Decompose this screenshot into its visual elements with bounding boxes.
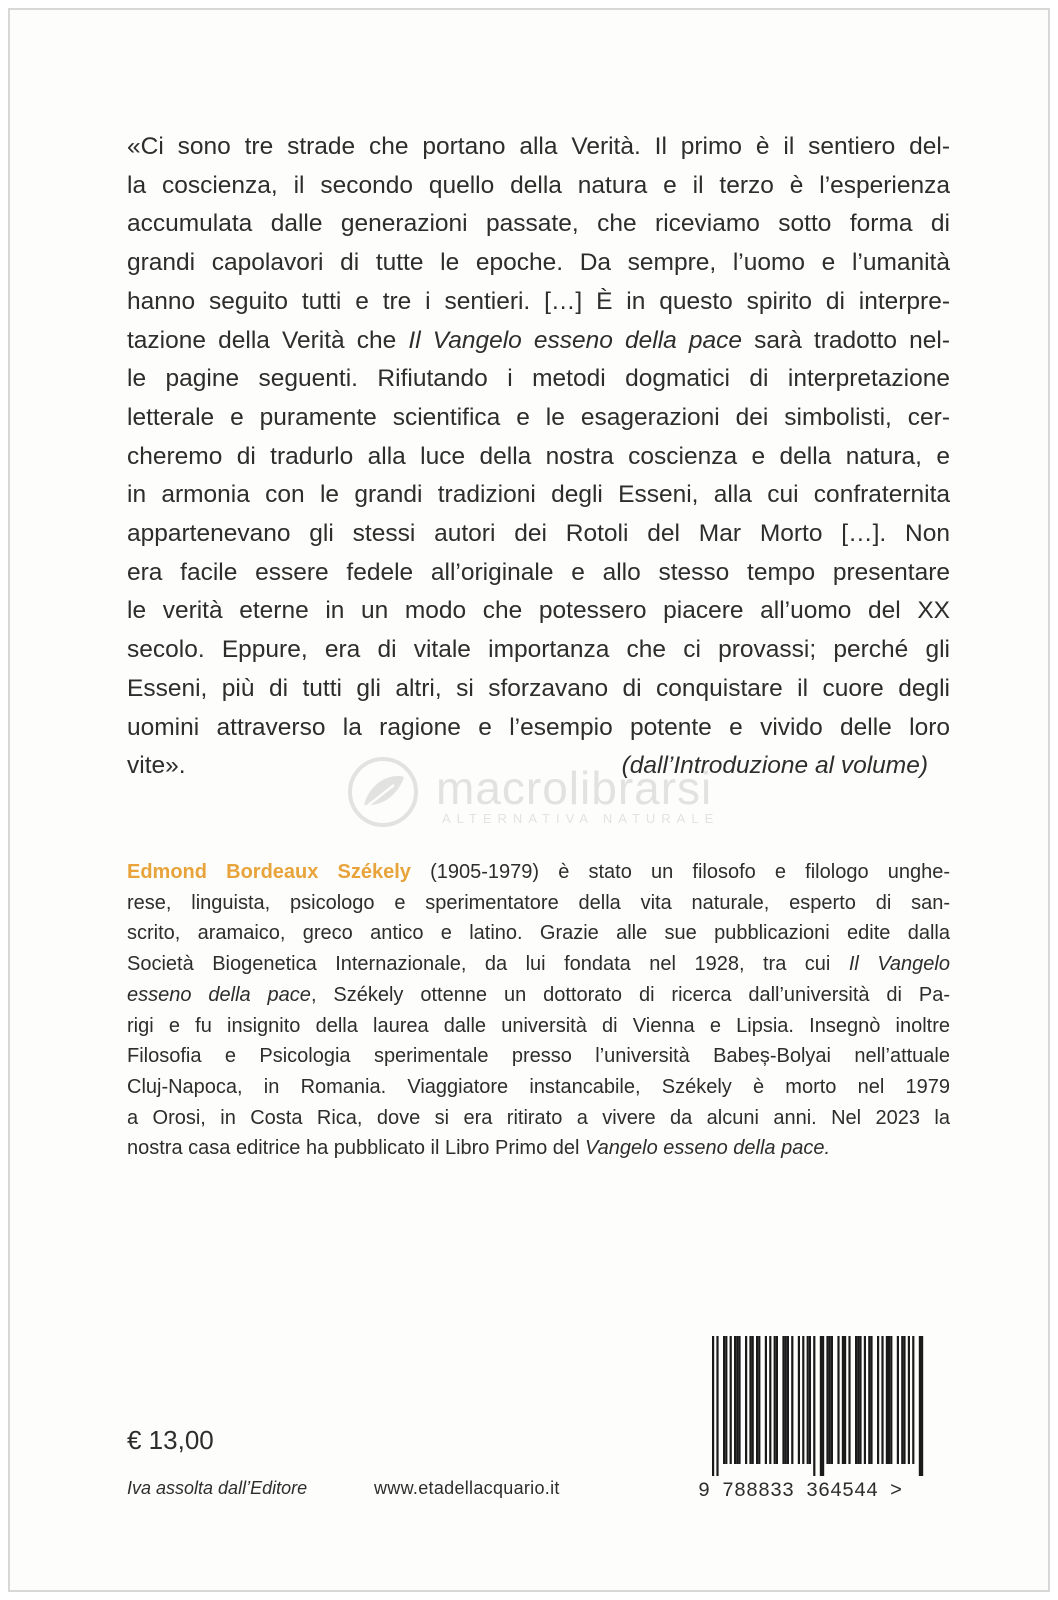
- barcode-bar: [725, 1336, 727, 1464]
- barcode-bar: [842, 1336, 844, 1464]
- author-bio: [127, 857, 950, 1164]
- quote-line: appartenevano gli stessi autori dei Rotoli del Mar Morto […]. Non: [127, 520, 950, 548]
- barcode-bar: [870, 1336, 872, 1464]
- isbn-barcode: [698, 1336, 938, 1511]
- barcode-bar: [908, 1336, 910, 1464]
- watermark-tagline: ALTERNATIVA NATURALE: [442, 811, 720, 826]
- barcode-bar: [809, 1336, 811, 1464]
- barcode-bar: [881, 1336, 883, 1464]
- barcode-bar: [782, 1336, 784, 1464]
- watermark-brand: macrolibrarsi: [436, 762, 713, 814]
- quote-line: cheremo di tradurlo alla luce della nostra coscienza e della natura, e: [127, 442, 950, 470]
- barcode-bar: [864, 1336, 866, 1464]
- quote-block: [127, 128, 950, 786]
- bio-line: a Orosi, in Costa Rica, dove si era ritirato a vivere da alcuni anni. Nel 2023 la: [127, 1106, 950, 1129]
- barcode-bar: [758, 1336, 760, 1464]
- barcode-bar: [730, 1336, 732, 1464]
- quote-line: «Ci sono tre strade che portano alla Verità. Il primo è il sentiero del-: [127, 133, 950, 160]
- barcode-bar: [919, 1336, 921, 1476]
- barcode-bar: [745, 1336, 747, 1464]
- barcode-bar: [712, 1336, 714, 1476]
- quote-text: tazione della Verità che: [127, 326, 397, 354]
- barcode-bar: [820, 1336, 822, 1476]
- barcode-bar: [921, 1336, 923, 1476]
- book-title: Il Vangelo: [848, 953, 950, 976]
- quote-line: Esseni, più di tutti gli altri, si sforzavano di conquistare il cuore degli: [127, 674, 950, 702]
- quote-attribution: (dall’Introduzione al volume): [621, 752, 928, 779]
- barcode-bar: [776, 1336, 778, 1464]
- barcode-bar: [807, 1336, 809, 1464]
- barcode-bar: [785, 1336, 787, 1464]
- barcode-bar: [890, 1336, 892, 1464]
- quote-line: vite».: [127, 752, 186, 780]
- barcode-bar: [813, 1336, 815, 1476]
- bio-line: Cluj-Napoca, in Romania. Viaggiatore instancabile, Székely è morto nel 1979: [127, 1075, 950, 1098]
- barcode-bar: [855, 1336, 857, 1464]
- barcode-bar: [749, 1336, 751, 1464]
- bio-line: [127, 980, 950, 1011]
- bio-line: [127, 857, 950, 888]
- bio-text: Società Biogenetica Internazionale, da lui fondata nel 1928, tra cui: [127, 953, 849, 976]
- book-title: Il Vangelo esseno della pace: [408, 326, 743, 354]
- back-cover: [8, 8, 1050, 1592]
- quote-line: accumulata dalle generazioni passate, che riceviamo sotto forma di: [127, 210, 950, 238]
- quote-line: hanno seguito tutti e tre i sentieri. […] È in questo spirito di interpre-: [127, 287, 950, 315]
- book-title: Vangelo esseno della pace.: [585, 1137, 831, 1160]
- bio-line: rigi e fu insignito della laurea dalle università di Vienna e Lipsia. Insegnò inoltre: [127, 1014, 950, 1037]
- barcode-bar: [791, 1336, 793, 1464]
- book-title: esseno della pace: [127, 983, 311, 1006]
- barcode-bar: [769, 1336, 771, 1464]
- quote-line: letterale e puramente scientifica e le esagerazioni dei simbolisti, cer-: [127, 403, 950, 431]
- barcode-bar: [736, 1336, 738, 1464]
- barcode-bar: [738, 1336, 740, 1464]
- quote-line: era facile essere fedele all’originale e allo stesso tempo presentare: [127, 558, 950, 586]
- barcode-bar: [837, 1336, 839, 1464]
- barcode-bar: [723, 1336, 725, 1464]
- bio-line: rese, linguista, psicologo e sperimentatore della vita naturale, esperto di san-: [127, 891, 950, 914]
- bio-line: [127, 1133, 950, 1164]
- bio-text: (1905-1979) è stato un filosofo e filologo unghe-: [410, 861, 950, 883]
- barcode-bar: [798, 1336, 800, 1464]
- barcode-bar: [897, 1336, 899, 1464]
- barcode-bar: [829, 1336, 831, 1464]
- barcode-bar: [822, 1336, 824, 1476]
- price: € 13,00: [127, 1425, 214, 1455]
- barcode-bar: [888, 1336, 890, 1464]
- barcode-bar: [848, 1336, 850, 1464]
- barcode-bar: [765, 1336, 767, 1464]
- bio-line: scrito, aramaico, greco antico e latino. Grazie alle sue pubblicazioni edite dalla: [127, 922, 950, 945]
- barcode-bar: [734, 1336, 736, 1464]
- quote-line: in armonia con le grandi tradizioni degli Esseni, alla cui confraternita: [127, 481, 950, 509]
- quote-line: le verità eterne in un modo che potessero piacere all’uomo del XX: [127, 597, 950, 625]
- barcode-bar: [844, 1336, 846, 1464]
- barcode-bar: [857, 1336, 859, 1464]
- bio-line: [127, 949, 950, 980]
- barcode-bar: [802, 1336, 804, 1464]
- barcode-bars: [698, 1336, 938, 1476]
- publisher-website[interactable]: www.etadellacquario.it: [374, 1478, 560, 1498]
- barcode-bar: [826, 1336, 828, 1464]
- barcode-bar: [752, 1336, 754, 1464]
- bio-line: Filosofia e Psicologia sperimentale presso l’università Babeș-Bolyai nell’attuale: [127, 1045, 950, 1068]
- bio-text: nostra casa editrice ha pubblicato il Libro Primo del: [127, 1137, 586, 1160]
- quote-line: la coscienza, il secondo quello della natura e il terzo è l’esperienza: [127, 171, 950, 199]
- barcode-bar: [903, 1336, 905, 1464]
- vat-note: Iva assolta dall’Editore: [127, 1478, 308, 1498]
- quote-line: le pagine seguenti. Rifiutando i metodi dogmatici di interpretazione: [127, 365, 950, 393]
- barcode-bar: [859, 1336, 861, 1464]
- barcode-bar: [787, 1336, 789, 1464]
- barcode-bar: [716, 1336, 718, 1476]
- barcode-bar: [912, 1336, 914, 1464]
- bio-text: , Székely ottenne un dottorato di ricerca dall’università di Pa-: [310, 983, 951, 1006]
- quote-line: [127, 322, 950, 361]
- barcode-bar: [877, 1336, 879, 1464]
- quote-line: grandi capolavori di tutte le epoche. Da sempre, l’uomo e l’umanità: [127, 249, 950, 277]
- barcode-bar: [774, 1336, 776, 1464]
- quote-line: uomini attraverso la ragione e l’esempio potente e vivido delle loro: [127, 713, 950, 741]
- barcode-bar: [756, 1336, 758, 1464]
- author-name: Edmond Bordeaux Székely: [127, 861, 411, 883]
- barcode-bar: [886, 1336, 888, 1464]
- barcode-bar: [868, 1336, 870, 1464]
- isbn-digits: 9 788833 364544 >: [698, 1480, 903, 1503]
- barcode-bar: [831, 1336, 833, 1464]
- quote-text: sarà tradotto nel-: [754, 326, 950, 354]
- barcode-bar: [901, 1336, 903, 1464]
- quote-line: secolo. Eppure, era di vitale importanza che ci provassi; perché gli: [127, 636, 950, 664]
